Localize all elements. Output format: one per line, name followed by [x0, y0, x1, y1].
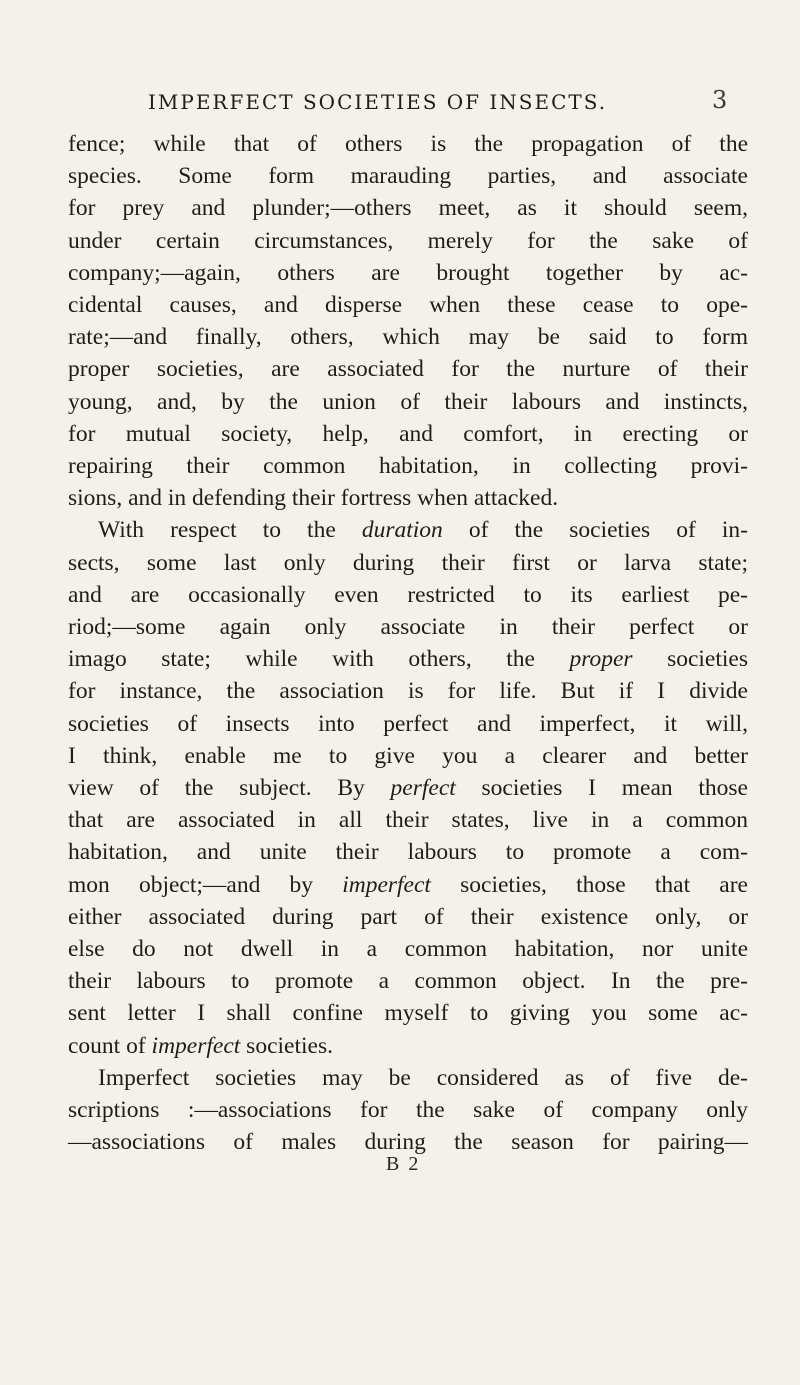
- text-line: fence; while that of others is the propagation of the: [68, 131, 748, 157]
- text-run: societies.: [240, 1032, 333, 1059]
- text-line: —associations of males during the season for pairing—: [68, 1129, 748, 1156]
- text-run: mon object;—and by: [68, 871, 343, 898]
- text-line: riod;—some again only associate in their perfect or: [68, 614, 748, 641]
- text-line: sent letter I shall confine myself to giving you some ac-: [68, 1000, 748, 1027]
- text-line: else do not dwell in a common habitation, nor unite: [68, 936, 748, 963]
- text-run: of the societies of in-: [442, 517, 748, 544]
- text-line: repairing their common habitation, in collecting provi-: [68, 453, 748, 480]
- page-number: 3: [712, 86, 728, 114]
- text-run: societies, those that are: [430, 871, 748, 898]
- italic-term: proper: [569, 646, 633, 673]
- text-line: I think, enable me to give you a clearer and better: [68, 742, 748, 769]
- text-line: and are occasionally even restricted to its earliest pe-: [68, 581, 748, 608]
- text-run: count of: [68, 1032, 152, 1059]
- text-line: species. Some form marauding parties, and associate: [68, 163, 748, 190]
- italic-term: duration: [361, 517, 443, 544]
- text-line: sects, some last only during their first or larva state;: [68, 549, 748, 576]
- text-line: sions, and in defending their fortress when attacked.: [68, 485, 559, 512]
- paragraph-start-line: [68, 514, 748, 546]
- body-text: [68, 128, 748, 1159]
- text-line: [68, 869, 748, 901]
- text-line: for instance, the association is for life. But if I divide: [68, 678, 748, 705]
- text-line: for mutual society, help, and comfort, in erecting or: [68, 420, 748, 447]
- text-run: imago state; while with others, the: [68, 646, 570, 673]
- text-line: young, and, by the union of their labours and instincts,: [68, 388, 748, 415]
- paragraph-start-line: Imperfect societies may be considered as of five de-: [98, 1064, 748, 1091]
- text-line: cidental causes, and disperse when these cease to ope-: [68, 292, 748, 319]
- running-title: IMPERFECT SOCIETIES OF INSECTS.: [148, 90, 608, 114]
- text-line: scriptions :—associations for the sake of company only: [68, 1097, 748, 1124]
- italic-term: perfect: [390, 775, 456, 802]
- text-line: either associated during part of their existence only, or: [68, 903, 748, 930]
- text-line: [68, 1030, 748, 1062]
- text-run: view of the subject. By: [68, 775, 391, 802]
- text-line: proper societies, are associated for the nurture of their: [68, 356, 748, 383]
- text-run: With respect to the: [98, 517, 362, 544]
- text-line: that are associated in all their states, live in a common: [68, 807, 748, 834]
- text-run: societies: [632, 646, 748, 673]
- text-line: [68, 643, 748, 675]
- text-line: habitation, and unite their labours to promote a com-: [68, 839, 748, 866]
- text-line: for prey and plunder;—others meet, as it should seem,: [68, 195, 748, 222]
- signature-mark: B 2: [386, 1153, 421, 1175]
- italic-term: imperfect: [151, 1032, 241, 1059]
- text-run: societies I mean those: [455, 775, 748, 802]
- text-line: under certain circumstances, merely for the sake of: [68, 227, 748, 254]
- text-line: their labours to promote a common object. In the pre-: [68, 968, 748, 995]
- text-line: company;—again, others are brought together by ac-: [68, 259, 748, 286]
- text-line: societies of insects into perfect and imperfect, it will,: [68, 710, 748, 737]
- italic-term: imperfect: [342, 871, 431, 898]
- text-line: [68, 772, 748, 804]
- text-line: rate;—and finally, others, which may be said to form: [68, 324, 748, 351]
